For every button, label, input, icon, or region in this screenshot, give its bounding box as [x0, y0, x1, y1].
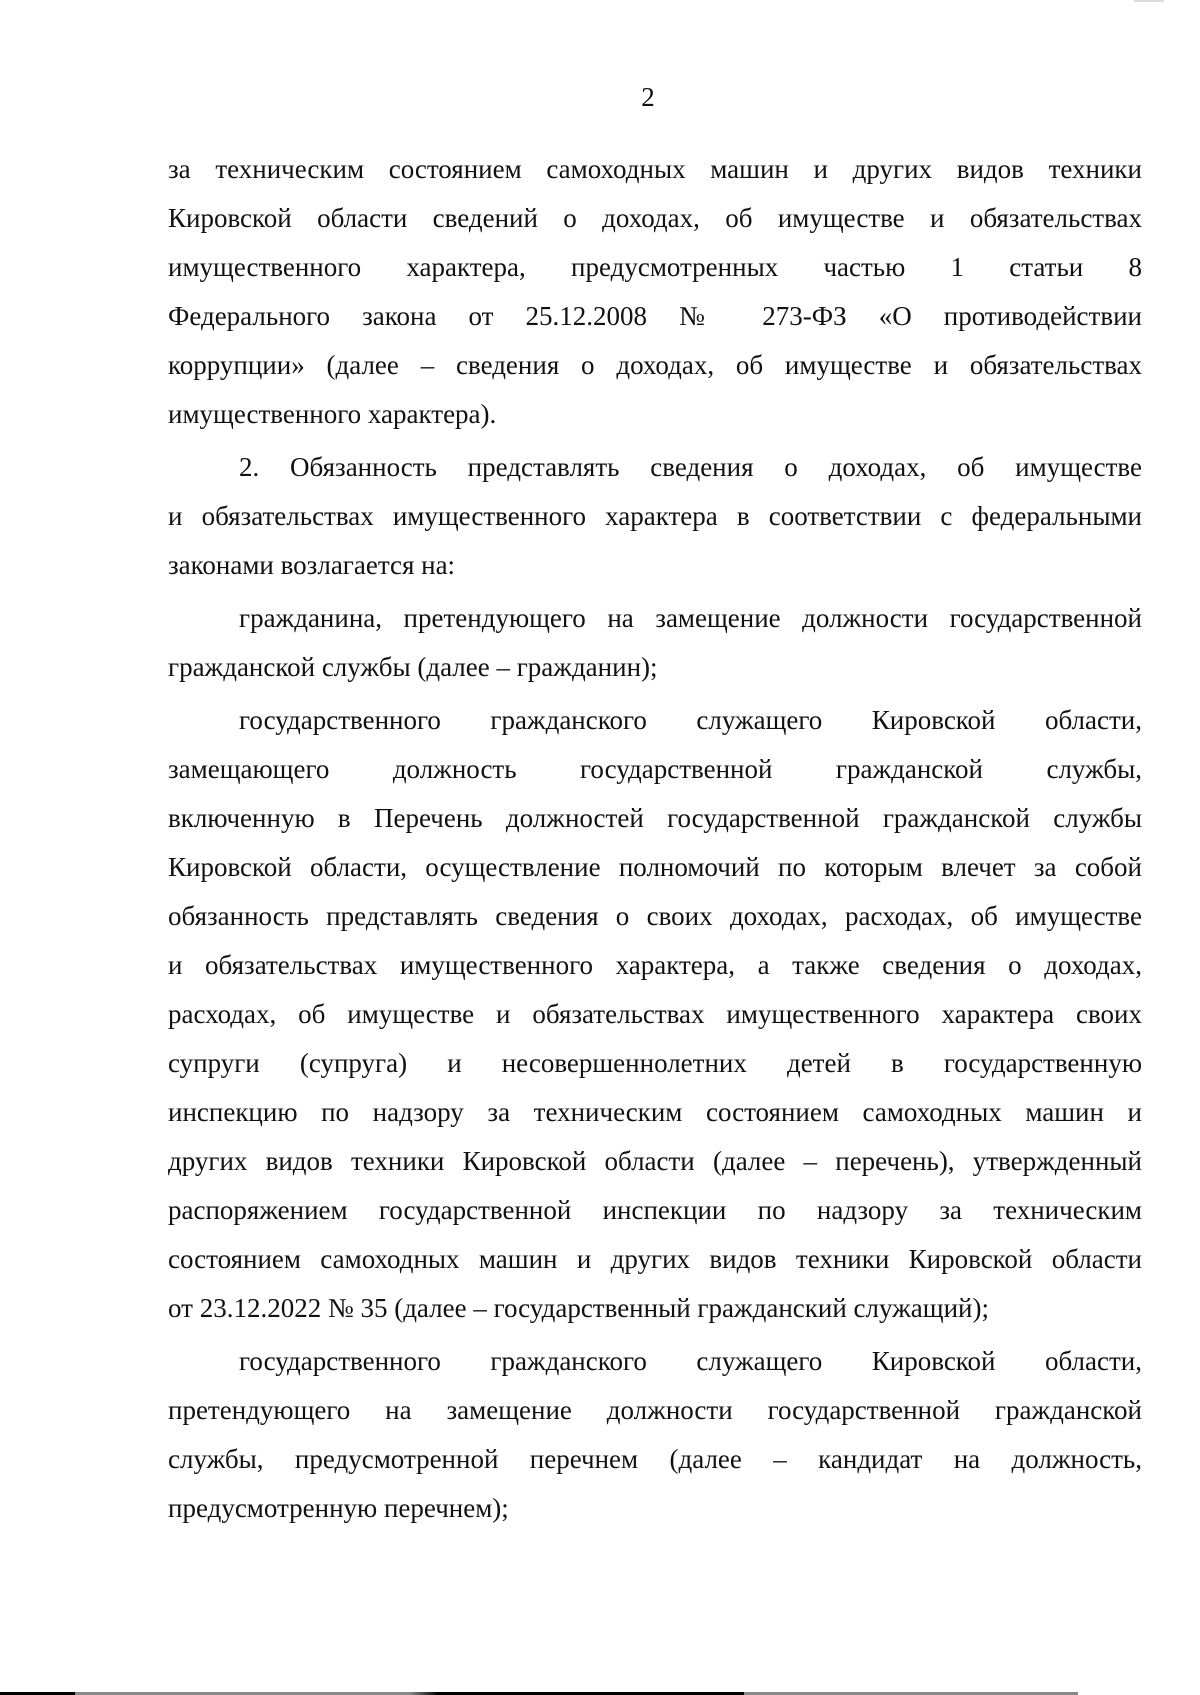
text-line: законами возлагается на:	[168, 550, 456, 580]
text-line: за техническим состоянием самоходных машин и других видов техники	[168, 154, 1142, 184]
text-line: имущественного характера).	[168, 399, 497, 429]
document-body	[168, 145, 1142, 1537]
text-line: распоряжением государственной инспекции по надзору за техническим	[168, 1195, 1142, 1225]
text-line: Кировской области, осуществление полномочий по которым влечет за собой	[168, 852, 1142, 882]
text-line: обязанность представлять сведения о своих доходах, расходах, об имуществе	[168, 901, 1142, 931]
paragraph	[168, 594, 1142, 692]
text-line: других видов техники Кировской области (далее – перечень), утвержденный	[168, 1146, 1142, 1176]
text-line: и обязательствах имущественного характера, а также сведения о доходах,	[168, 950, 1142, 980]
text-line: замещающего должность государственной гражданской службы,	[168, 754, 1142, 784]
text-line: 2. Обязанность представлять сведения о доходах, об имуществе	[239, 452, 1142, 482]
page-number: 2	[641, 82, 655, 112]
text-line: Кировской области сведений о доходах, об имуществе и обязательствах	[168, 203, 1142, 233]
text-line: состоянием самоходных машин и других видов техники Кировской области	[168, 1244, 1142, 1274]
text-line: гражданской службы (далее – гражданин);	[168, 652, 658, 682]
text-line: претендующего на замещение должности государственной гражданской	[168, 1395, 1142, 1425]
text-line: государственного гражданского служащего Кировской области,	[239, 705, 1142, 735]
text-line: супруги (супруга) и несовершеннолетних детей в государственную	[168, 1048, 1142, 1078]
text-line: предусмотренную перечнем);	[168, 1493, 509, 1523]
paragraph	[168, 443, 1142, 590]
text-line: включенную в Перечень должностей государственной гражданской службы	[168, 803, 1142, 833]
text-line: службы, предусмотренной перечнем (далее – кандидат на должность,	[168, 1444, 1142, 1474]
paragraph	[168, 145, 1142, 439]
text-line: гражданина, претендующего на замещение должности государственной	[239, 603, 1142, 633]
text-line: государственного гражданского служащего Кировской области,	[239, 1346, 1142, 1376]
text-line: инспекцию по надзору за техническим состоянием самоходных машин и	[168, 1097, 1142, 1127]
text-line: имущественного характера, предусмотренных частью 1 статьи 8	[168, 252, 1142, 282]
paragraph	[168, 696, 1142, 1333]
text-line: от 23.12.2022 № 35 (далее – государственный гражданский служащий);	[168, 1293, 989, 1323]
text-line: коррупции» (далее – сведения о доходах, об имуществе и обязательствах	[168, 350, 1142, 380]
paragraph	[168, 1337, 1142, 1533]
text-line: Федерального закона от 25.12.2008 № 273-ФЗ «О противодействии	[168, 301, 1142, 331]
scan-artifact	[1134, 0, 1164, 2]
text-line: и обязательствах имущественного характера в соответствии с федеральными	[168, 501, 1142, 531]
text-line: расходах, об имуществе и обязательствах имущественного характера своих	[168, 999, 1142, 1029]
